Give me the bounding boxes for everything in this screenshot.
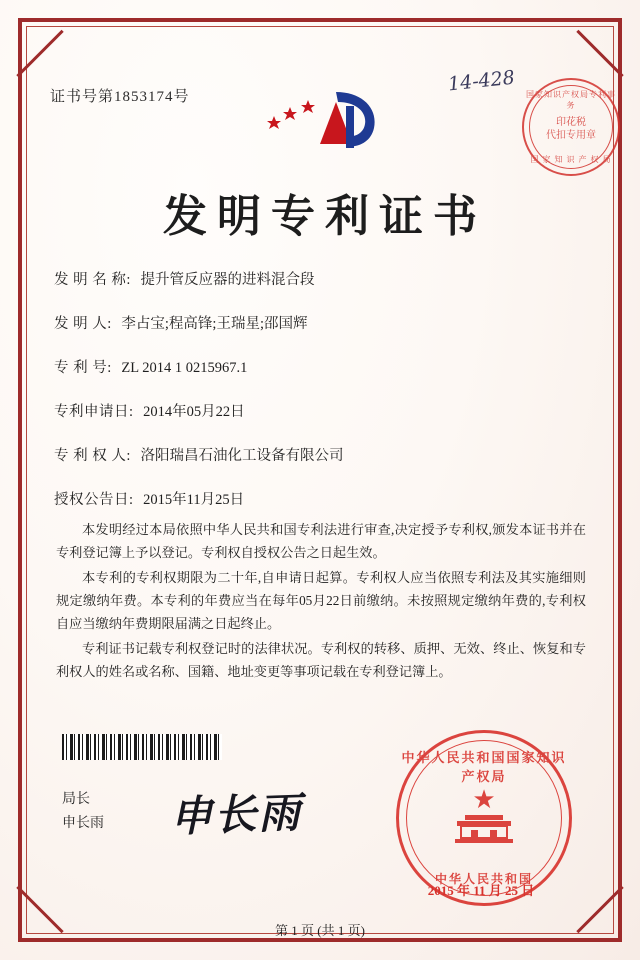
seal-star-icon: ★: [472, 785, 496, 814]
border-top: [18, 18, 622, 22]
field-label: 专利申请日:: [54, 404, 134, 420]
seal-arc-top: 中华人民共和国国家知识产权局: [401, 750, 567, 784]
border-right: [618, 18, 622, 942]
field-label: 发 明 名 称:: [54, 272, 131, 288]
tax-stamp-seal: [522, 78, 620, 176]
seal-date: 2015 年 11 月 25 日: [427, 883, 535, 898]
field-label: 发 明 人:: [54, 316, 112, 332]
field-value: 2015年11月25日: [143, 492, 245, 508]
field-list: [54, 268, 594, 532]
sipo-logo-icon: [262, 82, 382, 156]
tiananmen-icon: [453, 811, 515, 845]
field-application-date: [54, 400, 594, 421]
paragraph-2: 本专利的专利权期限为二十年,自申请日起算。专利权人应当依照专利法及其实施细则规定缴纳年费。本专利的年费应当在每年05月22日前缴纳。未按照规定缴纳年费的,专利权自应当缴纳年费期限届满之日起终止。: [56, 570, 586, 631]
field-value: 提升管反应器的进料混合段: [140, 272, 315, 288]
field-value: 李占宝;程高锋;王瑞星;邵国辉: [121, 316, 308, 332]
director-name: 申长雨: [62, 816, 104, 831]
page-title: 发明专利证书: [163, 192, 487, 241]
seal-top-arc-text: 国家知识产权局专利事务: [526, 90, 616, 110]
field-value: 2014年05月22日: [143, 404, 245, 420]
seal-top-middle-text: 印花税 代扣专用章: [546, 117, 596, 141]
field-value: ZL 2014 1 0215967.1: [121, 360, 248, 376]
field-label: 授权公告日:: [54, 492, 134, 508]
paragraph-3: 专利证书记载专利权登记时的法律状况。专利权的转移、质押、无效、终止、恢复和专利权人的姓名或名称、国籍、地址变更等事项记载在专利登记簿上。: [56, 641, 586, 679]
field-value: 洛阳瑞昌石油化工设备有限公司: [140, 448, 344, 464]
legal-text: [56, 518, 586, 685]
field-grant-date: [54, 488, 594, 509]
field-label: 专 利 权 人:: [54, 448, 131, 464]
certificate-number: 证书号第1853174号: [50, 89, 190, 105]
paragraph-1: 本发明经过本局依照中华人民共和国专利法进行审查,决定授予专利权,颁发本证书并在专利登记簿上予以登记。专利权自授权公告之日起生效。: [56, 522, 586, 560]
handwritten-mark: 14-428: [447, 66, 516, 96]
field-invention-name: [54, 268, 594, 289]
barcode: [62, 734, 222, 760]
seal-arc-bottom: 中华人民共和国: [434, 872, 533, 886]
page-footer: 第 1 页 (共 1 页): [275, 923, 365, 938]
field-patentee: [54, 444, 594, 465]
signature-block: [62, 788, 104, 836]
field-label: 专 利 号:: [54, 360, 112, 376]
handwritten-signature: 申长雨: [169, 787, 303, 842]
seal-top-bottom-text: 国 家 知 识 产 权 局: [530, 155, 612, 164]
field-inventors: [54, 312, 594, 333]
border-left: [18, 18, 22, 942]
field-patent-number: [54, 356, 594, 377]
director-label: 局长: [62, 792, 90, 807]
certificate-content: [40, 40, 616, 938]
